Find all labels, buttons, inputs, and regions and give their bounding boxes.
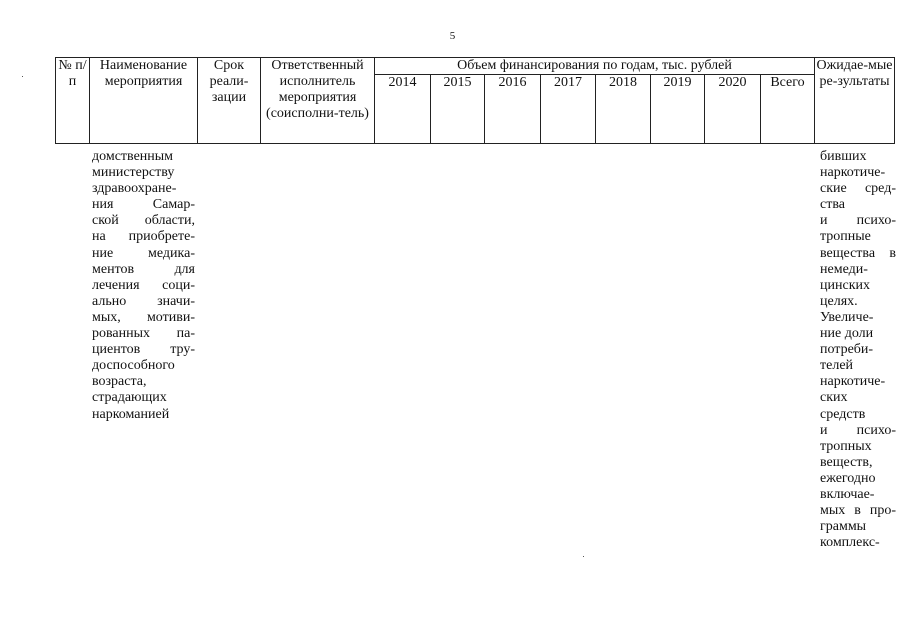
text-line: вещества в xyxy=(820,245,896,261)
header-year-2020: 2020 xyxy=(705,75,761,144)
text-line: граммы xyxy=(820,519,867,535)
text-line: циентов тру- xyxy=(92,342,195,358)
expected-results-continuation xyxy=(820,149,896,551)
header-num: № п/п xyxy=(56,58,90,144)
text-line: ства xyxy=(820,197,845,213)
header-results: Ожидае-мые ре-зультаты xyxy=(815,58,895,144)
text-line: ментов для xyxy=(92,261,195,277)
text-line: комплекс- xyxy=(820,535,880,551)
text-line: бивших xyxy=(820,149,867,164)
text-line: потреби- xyxy=(820,342,874,358)
scan-speck xyxy=(583,556,584,557)
text-line: наркотиче- xyxy=(820,374,886,390)
text-line: ской области, xyxy=(92,213,195,229)
header-year-2014: 2014 xyxy=(375,75,431,144)
text-line: Увеличе- xyxy=(820,309,874,325)
text-line: ские сред- xyxy=(820,181,896,197)
activity-name-continuation xyxy=(92,149,195,423)
text-line: здравоохране- xyxy=(92,181,177,197)
text-line: ние доли xyxy=(820,326,874,342)
header-year-2018: 2018 xyxy=(596,75,651,144)
header-total: Всего xyxy=(761,75,815,144)
text-line: веществ, xyxy=(820,454,873,470)
header-responsible: Ответственный исполнитель мероприятия (соисполни-тель) xyxy=(261,58,375,144)
text-line: ежегодно xyxy=(820,470,876,486)
text-line: средств xyxy=(820,406,866,422)
text-line: тропных xyxy=(820,438,872,454)
text-line: наркотиче- xyxy=(820,165,886,181)
text-line: возраста, xyxy=(92,374,147,390)
text-line: ния Самар- xyxy=(92,197,195,213)
text-line: рованных па- xyxy=(92,326,195,342)
text-line: включае- xyxy=(820,486,875,502)
header-year-2017: 2017 xyxy=(541,75,596,144)
text-line: министерству xyxy=(92,165,175,181)
text-line: мых в про- xyxy=(820,503,896,519)
text-line: ально значи- xyxy=(92,293,195,309)
text-line: наркоманией xyxy=(92,406,170,422)
text-line: целях. xyxy=(820,293,858,309)
text-line: ние медика- xyxy=(92,245,195,261)
text-line: на приобрете- xyxy=(92,229,195,245)
text-line: страдающих xyxy=(92,390,167,406)
text-line: и психо- xyxy=(820,422,896,438)
header-funding: Объем финансирования по годам, тыс. рублей xyxy=(375,58,815,75)
text-line: домственным xyxy=(92,149,174,164)
text-line: доспособного xyxy=(92,358,175,374)
page-number: 5 xyxy=(449,30,456,42)
text-line: ских xyxy=(820,390,848,406)
text-line: лечения соци- xyxy=(92,277,195,293)
header-year-2016: 2016 xyxy=(485,75,541,144)
text-line: телей xyxy=(820,358,854,374)
scan-speck xyxy=(22,76,23,77)
header-name: Наименование мероприятия xyxy=(90,58,198,144)
text-line: тропные xyxy=(820,229,871,245)
text-line: мых, мотиви- xyxy=(92,309,195,325)
header-term: Срок реали-зации xyxy=(198,58,261,144)
text-line: и психо- xyxy=(820,213,896,229)
text-line: цинских xyxy=(820,277,870,293)
header-year-2019: 2019 xyxy=(651,75,705,144)
header-table xyxy=(55,57,895,144)
text-line: немеди- xyxy=(820,261,868,277)
header-year-2015: 2015 xyxy=(431,75,485,144)
